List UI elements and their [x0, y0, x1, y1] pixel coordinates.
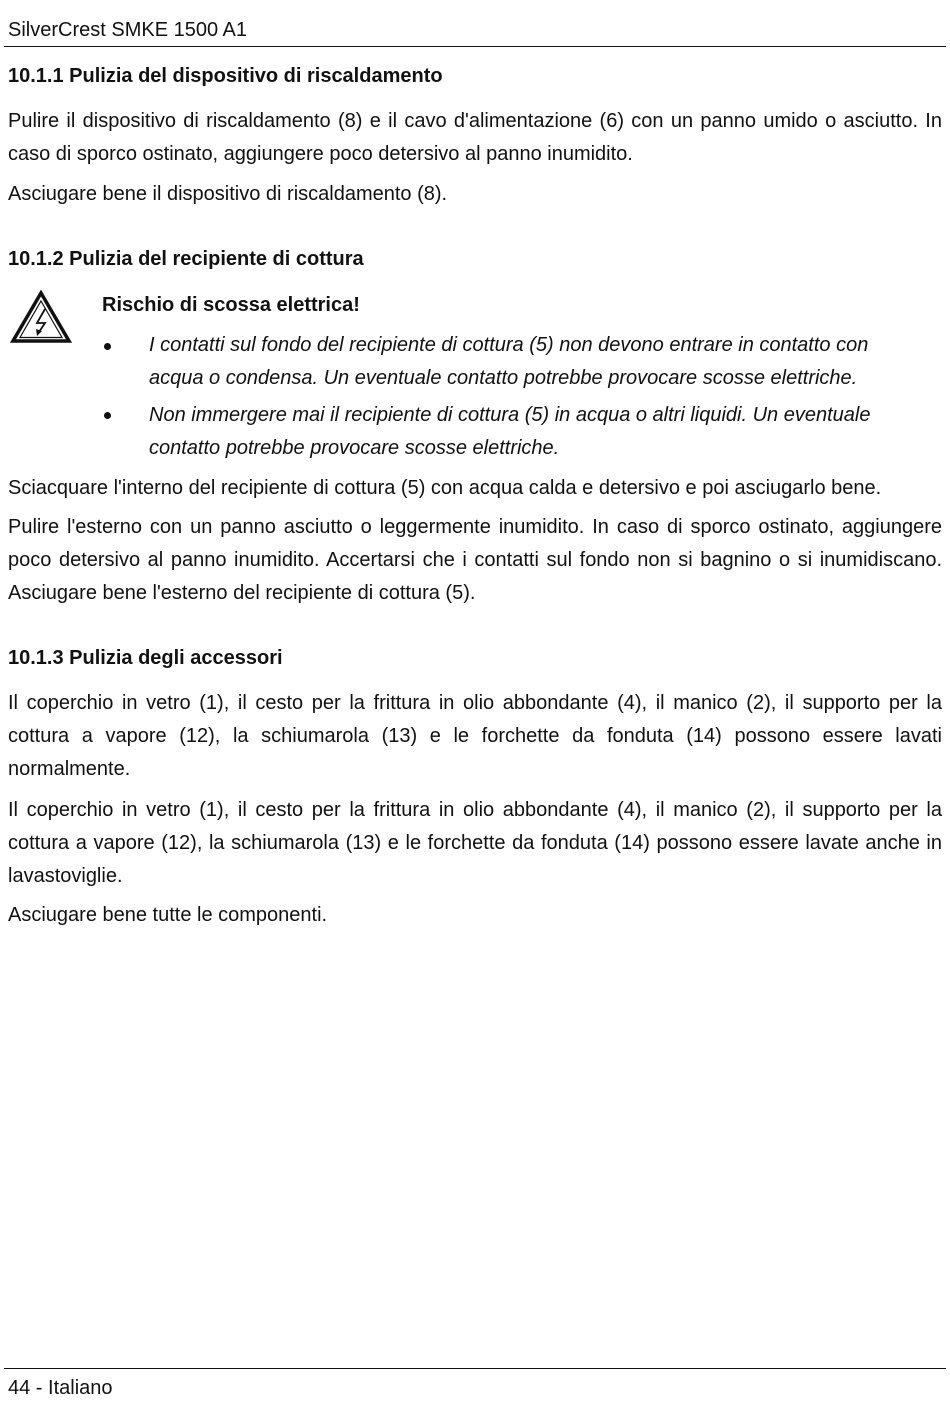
- bullet-line: contatto potrebbe provocare scosse elettriche.: [149, 437, 560, 459]
- footer-rule: [4, 1368, 946, 1369]
- warning-bullet-item: [149, 329, 942, 395]
- page-number-label: 44 - Italiano: [8, 1377, 113, 1399]
- paragraph: [8, 472, 942, 505]
- paragraph-line: Il coperchio in vetro (1), il cesto per la frittura in olio abbondante (4), il manico (2), il supporto per la: [8, 692, 942, 714]
- bullet-line: Non immergere mai il recipiente di cottura (5) in acqua o altri liquidi. Un eventuale: [149, 404, 871, 426]
- paragraph-line: Pulire l'esterno con un panno asciutto o leggermente inumidito. In caso di sporco ostinato, aggiungere: [8, 516, 942, 538]
- paragraph: [8, 105, 942, 171]
- paragraph: [8, 899, 942, 932]
- header-rule: [4, 46, 946, 47]
- section-heading: 10.1.2 Pulizia del recipiente di cottura: [8, 248, 364, 270]
- section-heading: 10.1.1 Pulizia del dispositivo di riscaldamento: [8, 65, 443, 87]
- bullet-marker: [104, 412, 111, 419]
- bullet-marker: [104, 343, 111, 350]
- paragraph-line: Sciacquare l'interno del recipiente di cottura (5) con acqua calda e detersivo e poi asciugarlo bene.: [8, 477, 882, 499]
- electric-hazard-icon: [10, 290, 72, 344]
- warning-bullet-item: [149, 399, 942, 465]
- paragraph-line: caso di sporco ostinato, aggiungere poco detersivo al panno inumidito.: [8, 143, 633, 165]
- paragraph: [8, 687, 942, 786]
- section-heading: 10.1.3 Pulizia degli accessori: [8, 647, 283, 669]
- bullet-line: I contatti sul fondo del recipiente di cottura (5) non devono entrare in contatto con: [149, 334, 869, 356]
- paragraph-line: cottura a vapore (12), la schiumarola (13) e le forchette da fonduta (14) possono essere lavati: [8, 725, 942, 747]
- paragraph: [8, 794, 942, 893]
- paragraph-line: Asciugare bene l'esterno del recipiente di cottura (5).: [8, 582, 476, 604]
- paragraph: [8, 178, 942, 211]
- paragraph-line: poco detersivo al panno inumidito. Accertarsi che i contatti sul fondo non si bagnino o si inumidiscano.: [8, 549, 942, 571]
- paragraph-line: lavastoviglie.: [8, 865, 123, 887]
- paragraph-line: cottura a vapore (12), la schiumarola (13) e le forchette da fonduta (14) possono essere lavate anche in: [8, 832, 942, 854]
- paragraph-line: Il coperchio in vetro (1), il cesto per la frittura in olio abbondante (4), il manico (2), il supporto per la: [8, 799, 942, 821]
- paragraph-line: Pulire il dispositivo di riscaldamento (8) e il cavo d'alimentazione (6) con un panno umido o asciutto. In: [8, 110, 942, 132]
- paragraph-line: normalmente.: [8, 758, 131, 780]
- paragraph-line: Asciugare bene tutte le componenti.: [8, 904, 328, 926]
- bullet-line: acqua o condensa. Un eventuale contatto potrebbe provocare scosse elettriche.: [149, 367, 858, 389]
- section-heading-10-1-2: [8, 243, 942, 276]
- warning-title: Rischio di scossa elettrica!: [102, 294, 360, 316]
- paragraph-line: Asciugare bene il dispositivo di riscaldamento (8).: [8, 183, 448, 205]
- paragraph: [8, 511, 942, 610]
- page-header-title: SilverCrest SMKE 1500 A1: [8, 19, 247, 41]
- section-heading-10-1-3: [8, 642, 942, 675]
- section-heading-10-1-1: [8, 60, 942, 93]
